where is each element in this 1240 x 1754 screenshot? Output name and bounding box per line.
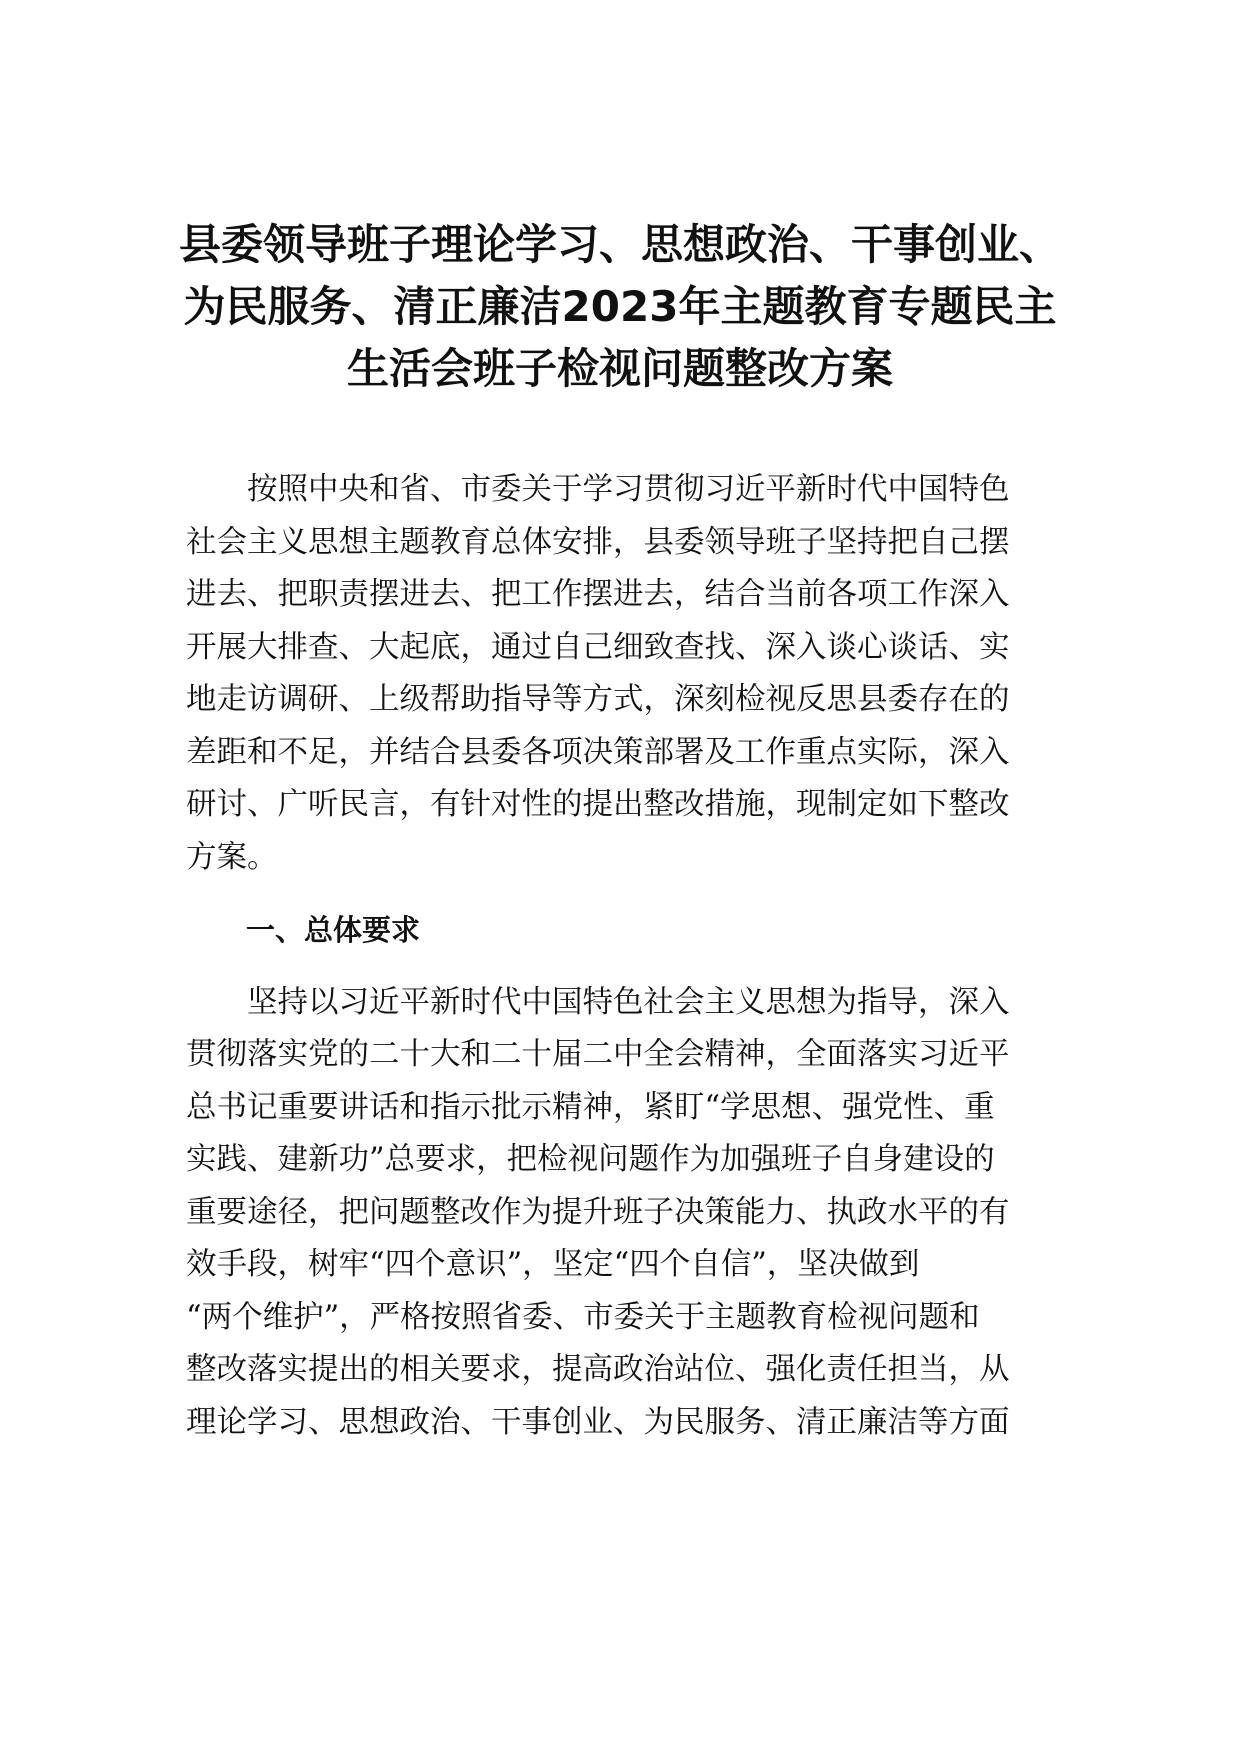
paragraph-line: 实践、建新功”总要求，把检视问题作为加强班子自身建设的: [186, 1142, 995, 1177]
section-heading: 一、总体要求: [246, 913, 421, 947]
paragraph-line: 贯彻落实党的二十大和二十届二中全会精神，全面落实习近平: [186, 1037, 1010, 1072]
paragraph-line: 坚持以习近平新时代中国特色社会主义思想为指导，深入: [186, 984, 1010, 1020]
section-paragraph: [186, 977, 1056, 1450]
paragraph-line: 进去、把职责摆进去、把工作摆进去，结合当前各项工作深入: [186, 577, 1010, 612]
paragraph-line: 社会主义思想主题教育总体安排，县委领导班子坚持把自己摆: [186, 524, 1010, 560]
title-line: 县委领导班子理论学习、思想政治、干事创业、: [178, 220, 1061, 269]
paragraph-line: 研讨、广听民言，有针对性的提出整改措施，现制定如下整改: [186, 787, 1010, 822]
paragraph-line: 效手段，树牢“四个意识”，坚定“四个自信”，坚决做到: [186, 1247, 920, 1282]
paragraph-line: 理论学习、思想政治、干事创业、为民服务、清正廉洁等方面: [186, 1404, 1010, 1440]
paragraph-line: 总书记重要讲话和指示批示精神，紧盯“学思想、强党性、重: [186, 1089, 995, 1125]
title-line: 为民服务、清正廉洁2023年主题教育专题民主: [183, 282, 1057, 331]
document-body: [186, 464, 1056, 1449]
paragraph-line: 开展大排查、大起底，通过自己细致查找、深入谈心谈话、实: [186, 629, 1010, 665]
paragraph-line: 按照中央和省、市委关于学习贯彻习近平新时代中国特色: [186, 472, 1010, 507]
document-title: [170, 214, 1070, 400]
intro-paragraph: [186, 464, 1056, 884]
paragraph-line: 方案。: [186, 839, 278, 875]
paragraph-line: 地走访调研、上级帮助指导等方式，深刻检视反思县委存在的: [186, 682, 1010, 717]
paragraph-line: “两个维护”，严格按照省委、市委关于主题教育检视问题和: [186, 1299, 980, 1335]
paragraph-line: 重要途径，把问题整改作为提升班子决策能力、执政水平的有: [186, 1194, 1010, 1230]
paragraph-line: 差距和不足，并结合县委各项决策部署及工作重点实际，深入: [186, 734, 1010, 770]
paragraph-line: 整改落实提出的相关要求，提高政治站位、强化责任担当，从: [186, 1352, 1010, 1387]
title-line: 生活会班子检视问题整改方案: [346, 344, 893, 393]
